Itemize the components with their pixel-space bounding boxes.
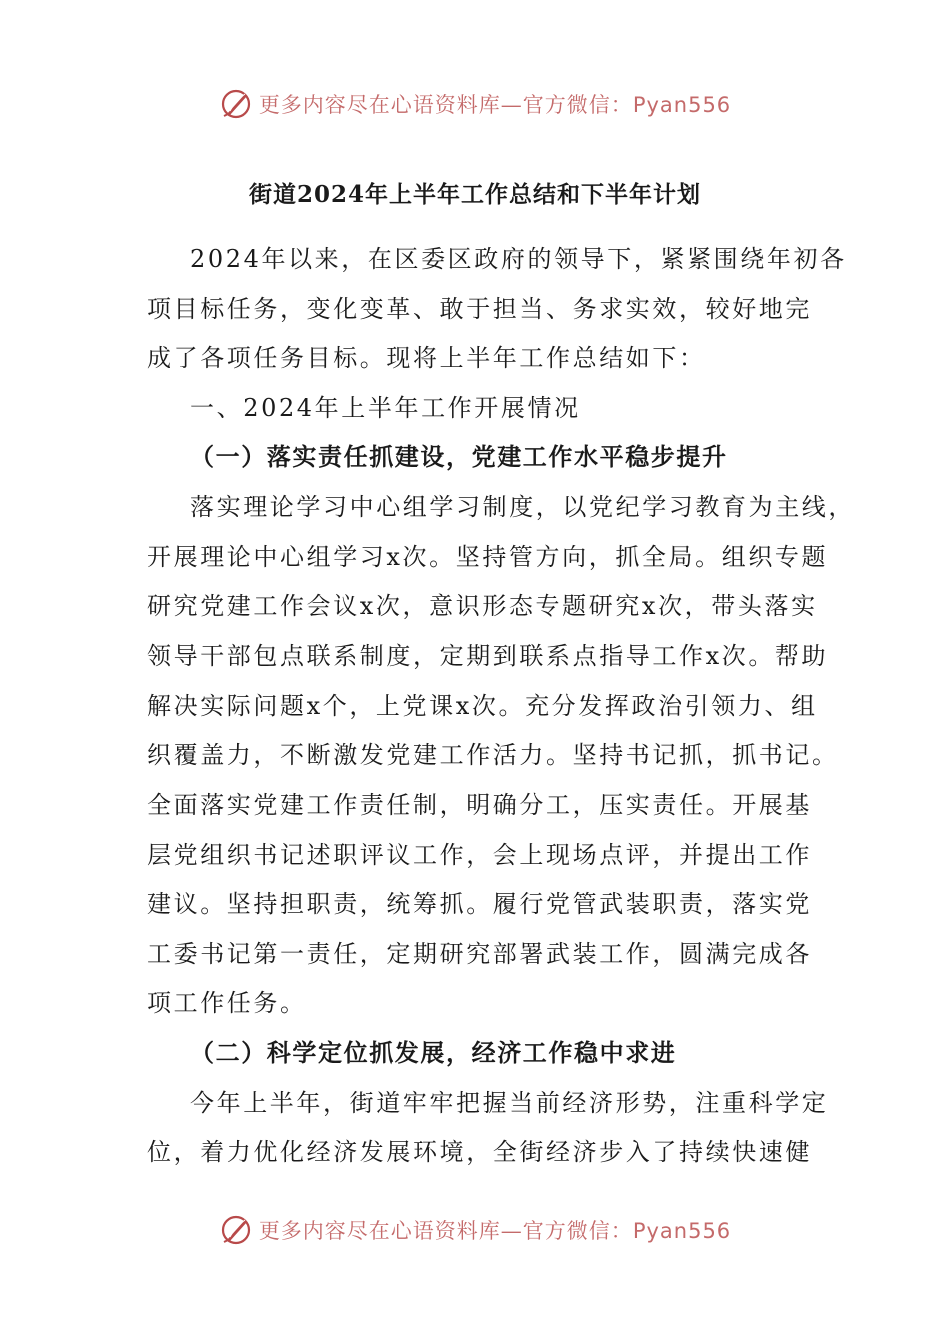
body-line: 落实理论学习中心组学习制度，以党纪学习教育为主线， [190,493,855,521]
body-line: 项目标任务，变化变革、敢于担当、务求实效，较好地完 [147,295,812,323]
body-line: 位，着力优化经济发展环境，全街经济步入了持续快速健 [147,1138,812,1166]
header-banner-label: 更多内容尽在心语资料库—官方微信： [258,93,633,117]
body-line: 成了各项任务目标。现将上半年工作总结如下： [147,344,706,372]
quill-circle-logo-icon [219,87,253,121]
section-heading: 一、2024年上半年工作开展情况 [190,394,581,422]
body-line: 工委书记第一责任，定期研究部署武装工作，圆满完成各 [147,940,812,968]
body-line: 解决实际问题x个，上党课x次。充分发挥政治引领力、组 [147,692,818,720]
subsection-heading: （二）科学定位抓发展，经济工作稳中求进 [190,1038,677,1067]
body-line: 织覆盖力，不断激发党建工作活力。坚持书记抓，抓书记。 [147,741,839,769]
body-line: 开展理论中心组学习x次。坚持管方向，抓全局。组织专题 [147,543,829,571]
footer-banner-text [259,1215,731,1245]
body-line: 全面落实党建工作责任制，明确分工，压实责任。开展基 [147,791,812,819]
quill-circle-logo-icon [219,1213,253,1247]
header-banner-wechat-id: Pyan556 [632,93,732,117]
header-banner-text [259,89,731,119]
subsection-heading: （一）落实责任抓建设，党建工作水平稳步提升 [190,442,728,471]
footer-banner-label: 更多内容尽在心语资料库—官方微信： [258,1219,633,1243]
body-line: 项工作任务。 [147,989,307,1017]
footer-banner-wechat-id: Pyan556 [632,1219,732,1243]
body-line: 层党组织书记述职评议工作，会上现场点评，并提出工作 [147,841,812,869]
body-line: 领导干部包点联系制度，定期到联系点指导工作x次。帮助 [147,642,829,670]
body-line: 今年上半年，街道牢牢把握当前经济形势，注重科学定 [190,1089,829,1117]
body-line: 研究党建工作会议x次，意识形态专题研究x次，带头落实 [147,592,818,620]
footer-banner [0,1210,950,1250]
header-banner [0,84,950,124]
body-line: 2024年以来，在区委区政府的领导下，紧紧围绕年初各 [190,245,847,273]
document-title: 街道2024年上半年工作总结和下半年计划 [248,181,701,208]
body-line: 建议。坚持担职责，统筹抓。履行党管武装职责，落实党 [147,890,812,918]
